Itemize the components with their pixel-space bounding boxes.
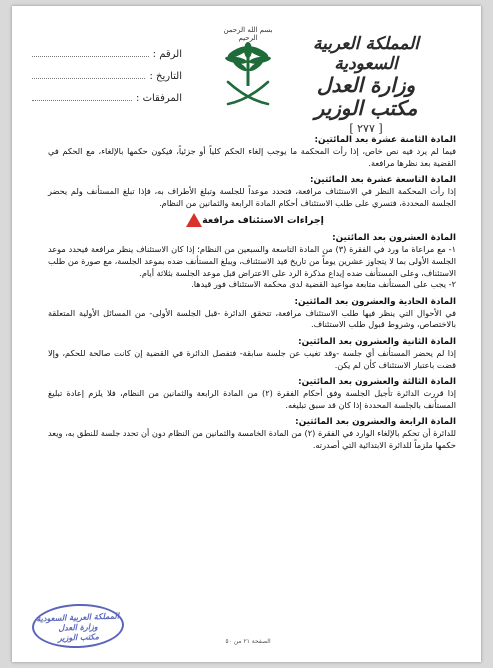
article-220-item-1: ١- مع مراعاة ما ورد في الفقرة (٣) من المادة التاسعة والسبعين من النظام؛ إذا كان الاستئناف ينظر مرافعة فيحدد موعد الجلسة الأولى بما لا يتجاوز عشرين يوماً من تاريخ قيد الاستئناف، ويبلغ المستأنف ضده بموعد الجلسة، مع صورة من طلب الاستئناف، وعلى المستأنف ضده إيداع مذكرة الرد على الاعتراض قبل موعد الجلسة بثلاثة أيام.	[48, 244, 456, 278]
attachments-field	[32, 92, 182, 114]
article-224-text: للدائرة أن تحكم بالإلغاء الوارد في الفقرة (٢) من المادة الخامسة والثمانين من النظام دون أن تحدد جلسة للنطق به، ويعد حكمها ملزماً للدائرة الابتدائية التي أصدرته.	[48, 428, 456, 450]
letterhead	[12, 6, 481, 135]
number-label: الرقم :	[152, 49, 182, 60]
attachments-line	[32, 92, 132, 101]
reference-fields	[32, 48, 182, 114]
article-223-title: المادة الثالثة والعشرون بعد المائتين:	[298, 377, 456, 388]
official-stamp	[31, 602, 124, 649]
document-body	[48, 134, 456, 452]
section-heading	[48, 213, 456, 227]
section-title: إجراءات الاستئناف مرافعة	[202, 214, 324, 226]
attachments-label: المرفقات :	[136, 93, 182, 104]
article-223-text: إذا قررت الدائرة تأجيل الجلسة وفق أحكام الفقرة (٢) من المادة الرابعة والثمانين من النظام، فلا يلزم إعادة تبليغ المستأنف بالجلسة المحددة إذا كان قد سبق تبليغه.	[48, 388, 456, 410]
date-field	[32, 70, 182, 92]
document-number: [ ٢٧٧ ]	[349, 122, 383, 135]
article-219-text: إذا رأت المحكمة النظر في الاستئناف مرافعة، فتحدد موعداً للجلسة وتبلغ الأطراف به، فإذا تبلغ المستأنف ولم يحضر الجلسة المحددة، فتسري على طلب الاستئناف أحكام المادة الرابعة والثمانين من النظام.	[48, 186, 456, 208]
article-219-title: المادة التاسعة عشرة بعد المائتين:	[309, 175, 456, 186]
article-221-text: في الأحوال التي ينظر فيها طلب الاستئناف مرافعة، تتحقق الدائرة -قبل الجلسة الأولى- من المسائل الأولية المتعلقة بالاختصاص، وشروط قبول طلب الاستئناف.	[48, 307, 456, 330]
saudi-emblem-icon	[222, 38, 274, 110]
number-field	[32, 48, 182, 70]
warning-triangle-icon	[186, 213, 202, 227]
office-name: مكتب الوزير	[314, 96, 418, 120]
stamp-line-2: وزارة العدل	[58, 621, 98, 633]
article-220-title: المادة العشرون بعد المائتين:	[332, 233, 456, 244]
article-218-title: المادة الثامنة عشرة بعد المائتين:	[314, 135, 456, 145]
article-221-title: المادة الحادية والعشرون بعد المائتين:	[294, 296, 456, 307]
number-line	[32, 48, 149, 57]
date-line	[32, 70, 145, 79]
stamp-line-3: مكتب الوزير	[57, 631, 100, 643]
article-224-title: المادة الرابعة والعشرون بعد المائتين:	[295, 417, 456, 428]
ministry-name-block	[291, 34, 441, 135]
stamp-line-1: المملكة العربية السعودية	[36, 610, 120, 624]
article-222-text: إذا لم يحضر المستأنف أي جلسة -وقد تغيب عن جلسة سابقة- فتفصل الدائرة في القضية إن كانت صالحة للحكم، وإلا قضت باعتبار الاستئناف كأن لم يكن.	[48, 347, 456, 370]
article-220-item-2: ٢- يجب على المستأنف متابعة مواعيد القضية لدى محكمة الاستئناف فور قيدها.	[191, 279, 456, 290]
date-label: التاريخ :	[149, 71, 182, 82]
page-number: الصفحة ٢١ من ٥٠	[225, 638, 271, 645]
article-218-text: فيما لم يرد فيه نص خاص، إذا رأت المحكمة ما يوجب إلغاء الحكم كلياً أو جزئياً، فيكون حكمها بالإلغاء، مع الحكم في القضية بعد نظرها مرافعة.	[48, 146, 456, 168]
ministry-name: وزارة العدل	[316, 73, 416, 97]
article-222-title: المادة الثانية والعشرون بعد المائتين:	[298, 336, 456, 347]
basmala: بسم الله الرحمن الرحيم	[223, 26, 273, 42]
document-page	[12, 6, 481, 662]
country-name: المملكة العربية السعودية	[312, 34, 420, 74]
